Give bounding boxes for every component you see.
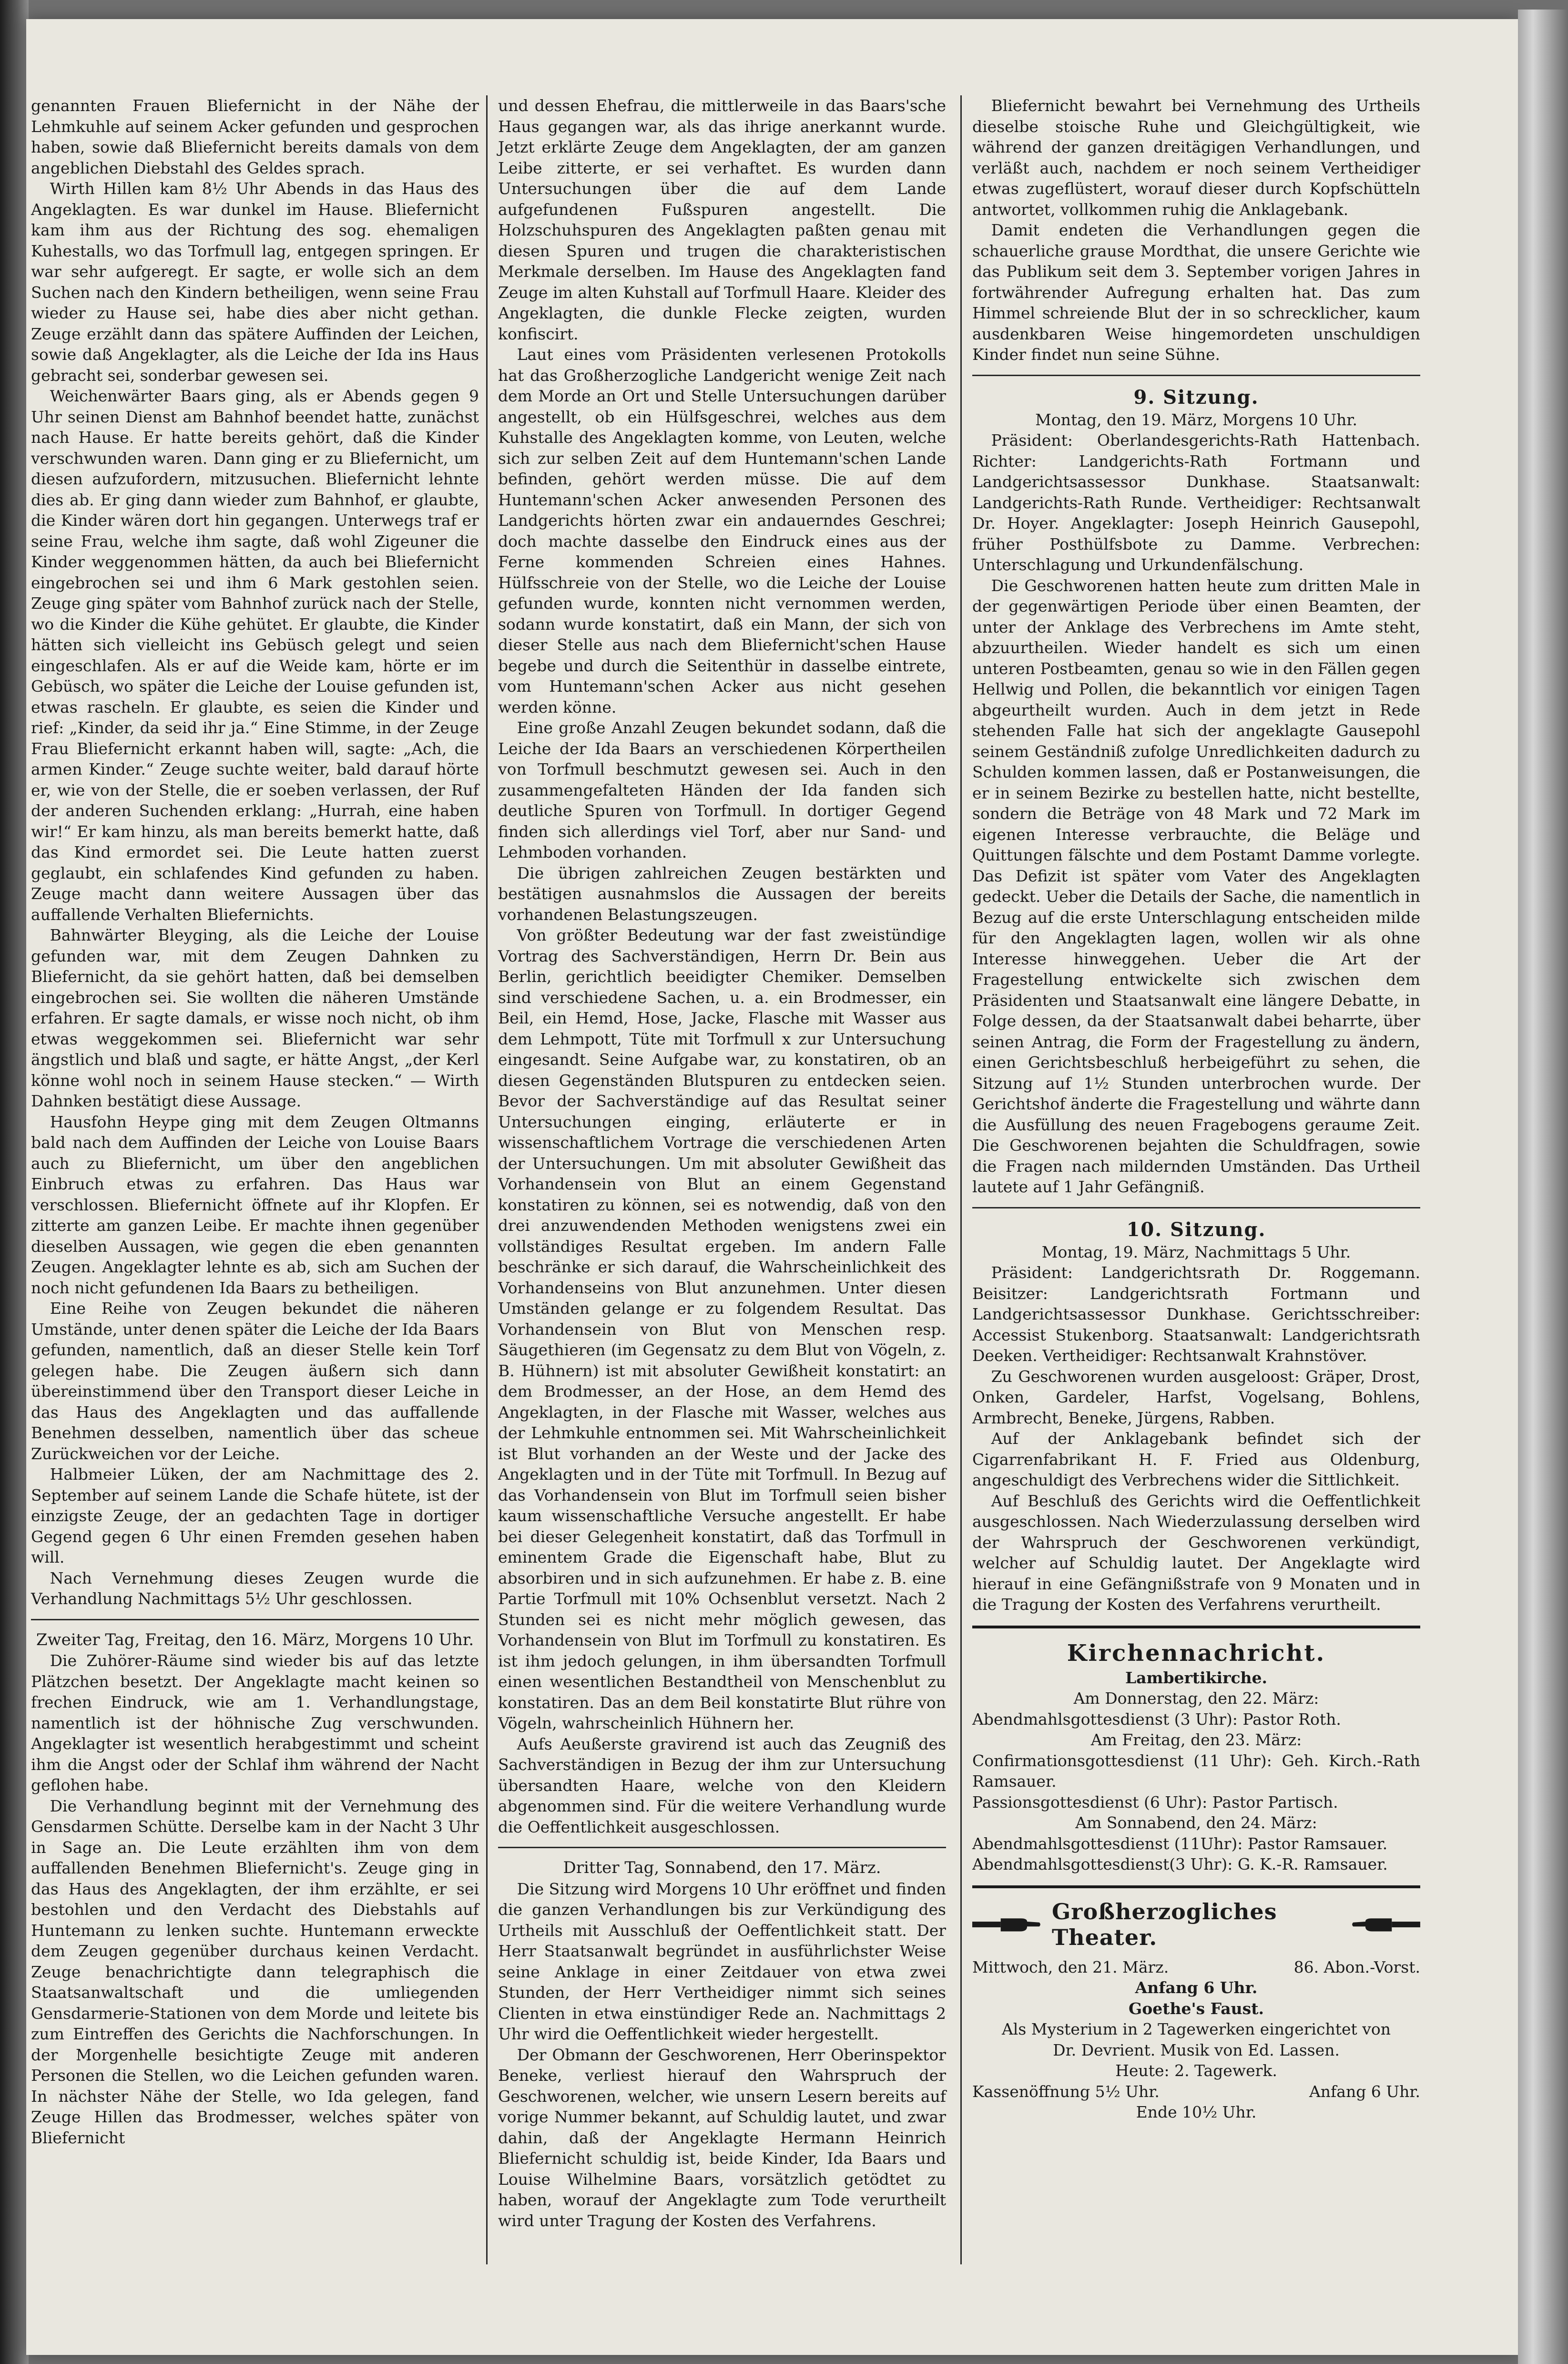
article-paragraph: Aufs Aeußerste gravirend ist auch das Zeugniß des Sachverständigen in Bezug der ihm zur Untersuchung übersandten Haare, welche von den Kleidern abgenommen sind. Für die weitere Verhandlung wurde die Oeffentlichkeit ausgeschlossen. xyxy=(498,1734,946,1836)
column-3 xyxy=(972,95,1420,2123)
church-line: Am Freitag, den 23. März: xyxy=(1090,1730,1302,1749)
section-divider xyxy=(972,375,1420,376)
article-paragraph: Zu Geschworenen wurden ausgeloost: Gräper, Drost, Onken, Gardeler, Harfst, Vogelsang, Bohlens, Armbrecht, Beneke, Jürgens, Rabben. xyxy=(972,1367,1420,1427)
church-line: Passionsgottesdienst (6 Uhr): Pastor Partisch. xyxy=(972,1792,1338,1811)
article-paragraph: genannten Frauen Bliefernicht in der Nähe der Lehmkuhle auf seinem Acker gefunden und gesprochen haben, sowie daß Bliefernicht bereits damals von dem angeblichen Diebstahl des Geldes sprach. xyxy=(31,96,479,177)
sitzung-9-date: Montag, den 19. März, Morgens 10 Uhr. xyxy=(1035,410,1357,429)
section-divider xyxy=(31,1619,479,1620)
theater-start: Anfang 6 Uhr. xyxy=(1135,1978,1258,1997)
article-paragraph: Wirth Hillen kam 8½ Uhr Abends in das Haus des Angeklagten. Es war dunkel im Hause. Bliefernicht kam ihm aus der Richtung des sog. ehemaligen Kuhestalls, wo das Torfmull lag, entgegen springen. Er war sehr aufgeregt. Er sagte, er wolle sich an dem Suchen nach den Kindern betheiligen, wenn seine Frau wieder zu Hause sei, habe dies aber nicht gethan. Zeuge erzählt dann das spätere Auffinden der Leichen, sowie daß Angeklagter, als die Leiche der Ida ins Haus gebracht sei, sonderbar gewesen sei. xyxy=(31,179,479,385)
book-spine-shadow xyxy=(0,0,29,2364)
church-line: Abendmahlsgottesdienst(3 Uhr): G. K.-R. Ramsauer. xyxy=(972,1855,1388,1873)
church-line: Am Sonnabend, den 24. März: xyxy=(1075,1813,1317,1832)
article-paragraph: Präsident: Landgerichtsrath Dr. Roggemann. Beisitzer: Landgerichtsrath Fortmann und Landgerichtsassessor Dunkhase. Gerichtsschreiber: Accessist Stukenborg. Staatsanwalt: Landgerichtsrath Deeken. Vertheidiger: Rechtsanwalt Krahnstöver. xyxy=(972,1263,1420,1365)
section-divider-thick xyxy=(972,1626,1420,1628)
theater-description: Als Mysterium in 2 Tagewerken eingerichtet von xyxy=(1001,2020,1391,2038)
church-line: Am Donnerstag, den 22. März: xyxy=(1073,1689,1319,1708)
article-paragraph: Bliefernicht bewahrt bei Vernehmung des Urtheils dieselbe stoische Ruhe und Gleichgültigkeit, wie während der ganzen dreitägigen Verhandlungen, und verläßt auch, nachdem er noch seinem Vertheidiger etwas zugeflüstert, worauf dieser durch Kopfschütteln antwortet, vollkommen ruhig die Anklagebank. xyxy=(972,96,1420,219)
article-paragraph: Eine Reihe von Zeugen bekundet die näheren Umstände, unter denen später die Leiche der Ida Baars gefunden, namentlich, daß an dieser Stelle kein Torf gelegen habe. Die Zeugen äußern sich dann übereinstimmend über den Transport dieser Leiche in das Haus des Angeklagten und das auffallende Benehmen desselben, namentlich über das scheue Zurückweichen vor der Leiche. xyxy=(31,1299,479,1463)
article-paragraph: Von größter Bedeutung war der fast zweistündige Vortrag des Sachverständigen, Herrn Dr. Bein aus Berlin, gerichtlich beeidigter Chemiker. Demselben sind verschiedene Sachen, u. a. ein Brodmesser, ein Beil, ein Hemd, Hose, Jacke, Flasche mit Wasser aus dem Lehmpott, Tüte mit Torfmull x zur Untersuchung eingesandt. Seine Aufgabe war, zu konstatiren, ob an diesen Gegenständen Blutspuren zu entdecken seien. Bevor der Sachverständige auf das Resultat seiner Untersuchungen einging, erläuterte er in wissenschaftlichem Vortrage die verschiedenen Arten der Untersuchungen. Um mit absoluter Gewißheit das Vorhandensein von Blut an einem Gegenstand konstatiren zu können, sei es notwendig, daß von den drei anzuwendenden Methoden wenigstens zwei ein vollständiges Resultat ergeben. Im andern Falle beschränke er sich darauf, die Wahrscheinlichkeit des Vorhandenseins von Blut anzunehmen. Unter diesen Umständen gelange er zu folgendem Resultat. Das Vorhandensein von Blut von Menschen resp. Säugethieren (im Gegensatz zu dem Blut von Vögeln, z. B. Hühnern) ist mit absoluter Gewißheit konstatirt: an dem Brodmesser, an der Hose, an dem Hemd des Angeklagten, in der Flasche mit Wasser, welches aus der Lehmkuhle entnommen sei. Mit Wahrscheinlichkeit ist Blut vorhanden an der Weste und der Jacke des Angeklagten und in der Tüte mit Torfmull. In Bezug auf das Vorhandensein von Blut im Torfmull seien bisher kaum wissenschaftliche Versuche angestellt. Er habe bei dieser Gelegenheit konstatirt, daß das Torfmull in eminentem Grade die Eigenschaft habe, Blut zu absorbiren und in sich aufzunehmen. Er habe z. B. eine Partie Torfmull mit 10% Ochsenblut versetzt. Nach 2 Stunden sei es nicht mehr möglich gewesen, das Vorhandensein von Blut im Torfmull zu konstatiren. Es ist ihm jedoch gelungen, in ihm übersandten Torfmull einen wesentlichen Bestandtheil von Menschenblut zu konstatiren. Das an dem Beil konstatirte Blut rühre von Vögeln, wahrscheinlich Hühnern her. xyxy=(498,926,946,1732)
article-paragraph: und dessen Ehefrau, die mittlerweile in das Baars'sche Haus gegangen war, als das ihrige anerkannt wurde. Jetzt erklärte Zeuge dem Angeklagten, der am ganzen Leibe zitterte, er sei verhaftet. Es wurden dann Untersuchungen über die auf dem Lande aufgefundenen Fußspuren angestellt. Die Holzschuhspuren des Angeklagten paßten genau mit diesen Spuren und trugen die charakteristischen Merkmale derselben. Im Hause des Angeklagten fand Zeuge im alten Kuhstall auf Torfmull Haare. Kleider des Angeklagten, die dunkle Flecke zeigten, wurden konfiscirt. xyxy=(498,96,946,343)
article-paragraph: Bahnwärter Bleyging, als die Leiche der Louise gefunden war, mit dem Zeugen Dahnken zu Bliefernicht, da sie gehört hatten, daß bei demselben eingebrochen sei. Sie wollten die näheren Umstände erfahren. Er sagte damals, er wisse noch nicht, ob ihm etwas weggekommen sei. Bliefernicht war sehr ängstlich und blaß und sagte, er hätte Angst, „der Kerl könne wohl noch in seinem Hause stecken.“ — Wirth Dahnken bestätigt diese Aussage. xyxy=(31,926,479,1110)
sitzung-10-title: 10. Sitzung. xyxy=(1126,1218,1266,1241)
theater-end: Ende 10½ Uhr. xyxy=(1136,2103,1257,2121)
church-line: Abendmahlsgottesdienst (11Uhr): Pastor Ramsauer. xyxy=(972,1834,1388,1853)
column-rule-1 xyxy=(486,95,488,2264)
theater-today: Heute: 2. Tagewerk. xyxy=(1115,2061,1277,2080)
theater-header xyxy=(972,1899,1420,1950)
church-line: Confirmationsgottesdienst (11 Uhr): Geh. Kirch.-Rath Ramsauer. xyxy=(972,1751,1420,1791)
theater-times-row xyxy=(972,2081,1420,2102)
section-divider-thick xyxy=(972,1885,1420,1888)
article-paragraph: Nach Vernehmung dieses Zeugen wurde die Verhandlung Nachmittags 5½ Uhr geschlossen. xyxy=(31,1568,479,1608)
theater-date: Mittwoch, den 21. März. xyxy=(972,1957,1169,1976)
article-paragraph: Die Sitzung wird Morgens 10 Uhr eröffnet und finden die ganzen Verhandlungen bis zur Verkündigung des Urtheils mit Ausschluß der Oeffentlichkeit statt. Der Herr Staatsanwalt begründet in ausführlichster Weise seine Anklage in einer Zeitdauer von etwa zwei Stunden, der Herr Vertheidiger nimmt sich seines Clienten in etwa einstündiger Rede an. Nachmittags 2 Uhr wird die Oeffentlichkeit wieder hergestellt. xyxy=(498,1879,946,2043)
article-paragraph: Auf der Anklagebank befindet sich der Cigarrenfabrikant H. F. Fried aus Oldenburg, angeschuldigt des Verbrechens wider die Sittlichkeit. xyxy=(972,1429,1420,1489)
article-paragraph: Auf Beschluß des Gerichts wird die Oeffentlichkeit ausgeschlossen. Nach Wiederzulassung derselben wird der Wahrspruch der Geschworenen verkündigt, welcher auf Schuldig lautet. Der Angeklagte wird hierauf in eine Gefängnißstrafe von 9 Monaten und in die Tragung der Kosten des Verfahrens verurtheilt. xyxy=(972,1491,1420,1614)
article-paragraph: Präsident: Oberlandesgerichts-Rath Hattenbach. Richter: Landgerichts-Rath Fortmann und Landgerichtsassessor Dunkhase. Staatsanwalt: Landgerichts-Rath Runde. Vertheidiger: Rechtsanwalt Dr. Hoyer. Angeklagter: Joseph Heinrich Gausepohl, früher Posthülfsbote zu Damme. Verbrechen: Unterschlagung und Urkundenfälschung. xyxy=(972,431,1420,574)
article-paragraph: Die Verhandlung beginnt mit der Vernehmung des Gensdarmen Schütte. Derselbe kam in der Nacht 3 Uhr in Sage an. Die Leute erzählten ihm von dem auffallenden Benehmen Bliefernicht's. Zeuge ging in das Haus des Angeklagten, der ihm erzählte, er sei bestohlen und den Verdacht des Diebstahls auf Huntemann zu lenken suchte. Huntemann erweckte dem Zeugen gegenüber durchaus keinen Verdacht. Zeuge benachrichtigte dann telegraphisch die Staatsanwaltschaft und die umliegenden Gensdarmerie-Stationen von dem Morde und leitete bis zum Eintreffen des Gerichts die Nachforschungen. In der Morgenhelle besichtigte Zeuge mit anderen Personen die Stellen, wo die Leichen gefunden waren. In nächster Nähe der Stelle, wo Ida gelegen, fand Zeuge Hillen das Brodmesser, welches später von Bliefernicht xyxy=(31,1796,479,2147)
sitzung-9-title: 9. Sitzung. xyxy=(1133,386,1259,409)
pointing-hand-right-icon xyxy=(972,1912,1041,1937)
section-divider xyxy=(498,1847,946,1848)
church-name: Lambertikirche. xyxy=(1125,1668,1268,1687)
article-paragraph: Damit endeten die Verhandlungen gegen die schauerliche grause Mordthat, die unsere Gerichte wie das Publikum seit dem 3. September vorigen Jahres in fortwährender Aufregung erhalten hat. Das zum Himmel schreiende Blut der in so schrecklicher, kaum ausdenkbaren Weise hingemordeten unschuldigen Kinder findet nun seine Sühne. xyxy=(972,221,1420,364)
section-heading-day2: Zweiter Tag, Freitag, den 16. März, Morgens 10 Uhr. xyxy=(36,1630,474,1649)
page-edge-stack xyxy=(1518,10,1568,2364)
column-2 xyxy=(498,95,946,2231)
theater-play-title: Goethe's Faust. xyxy=(1129,1999,1264,2018)
church-notice-title: Kirchennachricht. xyxy=(1067,1639,1326,1667)
article-paragraph: Der Obmann der Geschworenen, Herr Oberinspektor Beneke, verliest hierauf den Wahrspruch der Geschworenen, welcher, wie unsern Lesern bereits auf vorige Nummer bekannt, auf Schuldig lautet, und zwar dahin, daß der Angeklagte Hermann Heinrich Bliefernicht schuldig ist, beide Kinder, Ida Baars und Louise Wilhelmine Baars, vorsätzlich getödtet zu haben, worauf der Angeklagte zum Tode verurtheilt wird unter Tragung der Kosten des Verfahrens. xyxy=(498,2045,946,2230)
pointing-hand-left-icon xyxy=(1351,1912,1420,1937)
article-paragraph: Die Zuhörer-Räume sind wieder bis auf das letzte Plätzchen besetzt. Der Angeklagte macht keinen so frechen Eindruck, wie am 1. Verhandlungstage, namentlich ist der höhnische Zug verschwunden. Angeklagter ist wesentlich herabgestimmt und scheint ihm die Angst oder der Schlaf ihm während der Nacht geflohen habe. xyxy=(31,1651,479,1794)
church-line: Abendmahlsgottesdienst (3 Uhr): Pastor Roth. xyxy=(972,1709,1341,1729)
article-paragraph: Weichenwärter Baars ging, als er Abends gegen 9 Uhr seinen Dienst am Bahnhof beendet hatte, zunächst nach Hause. Er hatte bereits gehört, daß die Kinder verschwunden waren. Dann ging er zu Bliefernicht, um diesen aufzufordern, mitzusuchen. Bliefernicht lehnte dies ab. Er ging dann wieder zum Bahnhof, er glaubte, die Kinder wären dort hin gegangen. Unterwegs traf er seine Frau, welche ihm sagte, daß wohl Zigeuner die Kinder weggenommen hätten, da auch bei Bliefernicht eingebrochen sei und ihm 6 Mark gestohlen seien. Zeuge ging später vom Bahnhof zurück nach der Stelle, wo die Kinder die Kühe gehütet. Er glaubte, die Kinder hätten sich vielleicht ins Gebüsch gelegt und seien eingeschlafen. Als er auf die Weide kam, hörte er im Gebüsch, wo später die Leiche der Louise gefunden ist, etwas rascheln. Er glaubte, es seien die Kinder und rief: „Kinder, da seid ihr ja.“ Eine Stimme, in der Zeuge Frau Bliefernicht erkannt haben will, sagte: „Ach, die armen Kinder.“ Zeuge suchte weiter, bald darauf hörte er, wie von der Stelle, die er soeben verlassen, der Ruf der anderen Suchenden erklang: „Hurrah, eine haben wir!“ Er kam hinzu, als man bereits bemerkt hatte, daß das Kind ermordet sei. Die Leute hatten zuerst geglaubt, ein schlafendes Kind gefunden zu haben. Zeuge macht dann weitere Aussagen über das auffallende Verhalten Bliefernichts. xyxy=(31,387,479,924)
article-paragraph: Laut eines vom Präsidenten verlesenen Protokolls hat das Großherzogliche Landgericht wenige Zeit nach dem Morde an Ort und Stelle Untersuchungen darüber angestellt, ob ein Hülfsgeschrei, welches aus dem Kuhstalle des Angeklagten komme, von Leuten, welche sich zur selben Zeit auf dem Huntemann'schen Lande befinden, gehört werden müsse. Die auf dem Huntemann'schen Acker anwesenden Personen des Landgerichts hörten zwar ein andauerndes Geschrei; doch machte dasselbe den Eindruck eines aus der Ferne kommenden Schreien eines Hahnes. Hülfsschreie von der Stelle, wo die Leiche der Louise gefunden wurde, konnten nicht vernommen werden, sodann wurde konstatirt, daß ein Mann, der sich von dieser Stelle aus nach dem Bliefernicht'schen Hause begebe und durch die Seitenthür in dasselbe eintrete, vom Huntemann'schen Acker aus nicht gesehen werden könne. xyxy=(498,345,946,716)
section-divider xyxy=(972,1207,1420,1208)
sitzung-10-date: Montag, 19. März, Nachmittags 5 Uhr. xyxy=(1041,1242,1351,1261)
theater-description: Dr. Devrient. Musik von Ed. Lassen. xyxy=(1053,2040,1340,2059)
theater-performance-number: 86. Abon.-Vorst. xyxy=(1293,1957,1420,1976)
article-paragraph: Hausfohn Heype ging mit dem Zeugen Oltmanns bald nach dem Auffinden der Leiche von Louise Baars auch zu Bliefernicht, um über den angeblichen Einbruch etwas zu erfahren. Das Haus war verschlossen. Bliefernicht öffnete auf ihr Klopfen. Er zitterte am ganzen Leibe. Er machte ihnen gegenüber dieselben Aussagen, wie gegen die eben genannten Zeugen. Angeklagter lehnte es ab, sich am Suchen der noch nicht gefundenen Ida Baars zu betheiligen. xyxy=(31,1112,479,1297)
theater-box-office: Kassenöffnung 5½ Uhr. xyxy=(972,2082,1160,2101)
column-1 xyxy=(31,95,479,2148)
article-paragraph: Halbmeier Lüken, der am Nachmittage des 2. September auf seinem Lande die Schafe hütete, ist der einzigste Zeuge, der an gedachten Tage in dortiger Gegend gegen 6 Uhr einen Fremden gesehen haben will. xyxy=(31,1465,479,1566)
section-heading-day3: Dritter Tag, Sonnabend, den 17. März. xyxy=(563,1858,881,1877)
theater-date-row xyxy=(972,1957,1420,1978)
article-paragraph: Die übrigen zahlreichen Zeugen bestärkten und bestätigen ausnahmslos die Aussagen der bereits vorhandenen Belastungszeugen. xyxy=(498,863,946,924)
article-paragraph: Die Geschworenen hatten heute zum dritten Male in der gegenwärtigen Periode über einen Beamten, der unter der Anklage des Verbrechens im Amte steht, abzuurtheilen. Wieder handelt es sich um einen unteren Postbeamten, genau so wie in den Fällen gegen Hellwig und Pollen, die bekanntlich vor einigen Tagen abgeurtheilt wurden. Auch in dem jetzt in Rede stehenden Falle hat sich der angeklagte Gausepohl seinem Geständniß zufolge Unredlichkeiten dadurch zu Schulden kommen lassen, daß er Postanweisungen, die er in seinem Bezirke zu bestellen hatte, nicht bestellte, sondern die Beträge von 48 Mark und 72 Mark im eigenen Interesse verbrauchte, die Beläge und Quittungen fälschte und dem Postamt Damme vorlegte. Das Defizit ist später vom Vater des Angeklagten gedeckt. Ueber die Details der Sache, die namentlich in Bezug auf die erste Unterschlagung entscheiden milde für den Angeklagten lagen, wollen wir als ohne Interesse hinweggehen. Ueber die Art der Fragestellung entwickelte sich zwischen dem Präsidenten und Staatsanwalt eine längere Debatte, in Folge dessen, da der Staatsanwalt dabei beharrte, über seinen Antrag, die Form der Fragestellung zu ändern, einen Gerichtsbeschluß herbeigeführt zu sehen, die Sitzung auf 1½ Stunden unterbrochen wurde. Der Gerichtshof änderte die Fragestellung und währte dann die Ausfüllung des neuen Fragebogens geraume Zeit. Die Geschworenen bejahten die Schuldfragen, sowie die Fragen nach mildernden Umständen. Das Urtheil lautete auf 1 Jahr Gefängniß. xyxy=(972,576,1420,1196)
column-rule-2 xyxy=(960,95,962,2264)
theater-begin: Anfang 6 Uhr. xyxy=(1309,2082,1420,2101)
article-paragraph: Eine große Anzahl Zeugen bekundet sodann, daß die Leiche der Ida Baars an verschiedenen Körpertheilen von Torfmull beschmutzt gewesen sei. Auch in den zusammengefalteten Händen der Ida fanden sich deutliche Spuren von Torfmull. In dortiger Gegend finden sich allerdings viel Torf, aber nur Sand- und Lehmboden vorhanden. xyxy=(498,718,946,861)
theater-title: Großherzogliches Theater. xyxy=(1051,1898,1277,1950)
